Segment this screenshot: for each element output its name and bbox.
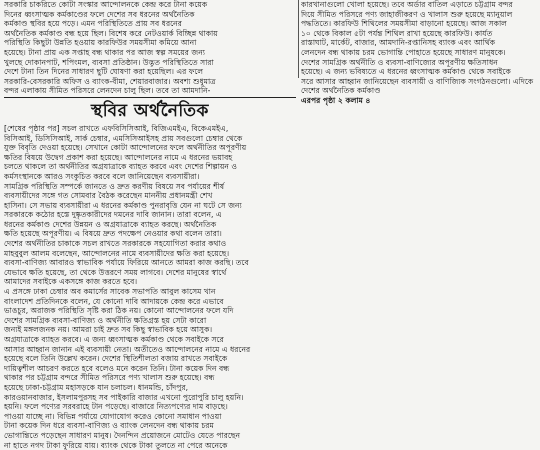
- text-line: ভাঙচুর, অরাজক পরিস্থিতি সৃষ্টি করা ঠিক নয়। কোনো আন্দোলনের ফলে যদি: [4, 306, 234, 316]
- text-line: দিয়ে সীমিত পরিসরে পণ্য জাহাজীকরণ ও খালাস শুরু হয়েছে ম্যানুয়াল: [301, 9, 513, 19]
- column-divider: [298, 0, 299, 78]
- text-line: অগ্রযাত্রাকে ব্যাহত করবে। এ জন্য ধ্বংসাত্মক কর্মকাণ্ড থেকে সবাইকে সরে: [4, 335, 224, 344]
- text-line: অর্থনৈতিক কর্মকাণ্ড বন্ধ হয়ে ছিল। বিশেষ করে নেটওয়ার্ক বিচ্ছিন্ন থাকায়: [4, 28, 218, 38]
- text-line: ব্যবসায়ীদের সঙ্গে গত সোমবার বৈঠক করেছেন মাননীয় প্রধানমন্ত্রী শেখ: [4, 191, 213, 201]
- text-line: পরিস্থিতি কিছুটা উন্নতি হওয়ায় কারফিউর সময়সীমা কমিয়ে আনা: [4, 38, 197, 48]
- text-line: খুলছে দোকানপাট, শপিংমল, ব্যবসা প্রতিষ্ঠান। উদ্ভূত পরিস্থিতিতে সারা: [4, 57, 214, 67]
- text-line: দিনের ধ্বংসাত্মক কর্মকাণ্ডের ফলে দেশের সব ধরনের অর্থনৈতিক: [4, 9, 195, 19]
- section-rule: [4, 97, 296, 98]
- right-column-article: [301, 0, 537, 96]
- text-line: ১০ থেকে বিকাল ৫টা পর্যন্ত শিথিল রাখা হয়েছে কারফিউ। কার্যত: [301, 28, 493, 38]
- text-line: এ প্রসঙ্গে ঢাকা চেম্বার অব কমার্সের সাবেক সভাপতি আবুল কাসেম খান: [4, 287, 216, 297]
- text-line: সরকারকে কঠোর হস্তে দুষ্কৃতকারীদের দমনের দাবি জানান। তারা বলেন, এ: [4, 210, 222, 220]
- article-headline: স্থবির অর্থনৈতিক: [91, 100, 209, 121]
- text-line: ক্ষতির বিষয়ে উদ্বেগ প্রকাশ করা হয়েছে। আন্দোলনের নামে এ ধরনের ভয়াবহ: [4, 152, 233, 162]
- text-line: ভোগান্তিতে পড়েছেন সাধারণ মানুষ। দৈনন্দিন প্রয়োজনে মোটেও যেতে পারছেন: [4, 430, 241, 440]
- text-line: যেভাবে ক্ষতি হয়েছে, তা থেকে উত্তরণে সময় লাগবে। দেশের মানুষের স্বার্থে: [4, 267, 227, 277]
- text-line: ধরনের কর্মকাণ্ড দেশের উন্নয়ন ও অগ্রযাত্রাকে ব্যাহত করছে। অর্থনৈতিক: [4, 219, 217, 229]
- text-line: হয়েছে। টানা প্রায় এক সপ্তাহ বন্ধ থাকার পর আজ স্বল্প সময়ের জন্য: [4, 47, 205, 57]
- text-line: বাংলাদেশ প্রতিদিনকে বলেন, যে কোনো দাবি আদায়কে কেন্দ্র করে এভাবে: [4, 296, 224, 306]
- text-line: আমাদের সবাইকে একসঙ্গে কাজ করতে হবে।: [4, 277, 138, 287]
- text-line: কর্মকাণ্ড স্থবির হয়ে পড়ে। এমন পরিস্থিতিতে প্রায় সব ধরনের: [4, 19, 182, 29]
- continued-article-body: [4, 124, 296, 450]
- right-column: [301, 0, 537, 106]
- text-line: যুক্ত বিবৃতি দেওয়া হয়েছে। সেখানে কোটা আন্দোলনের ফলে অর্থনীতির অপূরণীয়: [4, 143, 247, 153]
- text-line: থাকার পর চট্টগ্রাম বন্দরে সীমিত পরিসরে পণ্য খালাস শুরু হয়েছে। বন্ধ: [4, 373, 215, 383]
- text-line: রাস্তাঘাট, মার্কেট, বাজার, আমদানি-রপ্তানিসহ ব্যাংক এবং আর্থিক: [301, 38, 496, 48]
- text-line: ক্ষতি হয়েছে অপূরণীয়। এ বিষয়ে দ্রুত পদক্ষেপ নেওয়ার কথা বলেন তারা।: [4, 229, 222, 239]
- text-line: দেশের সামগ্রিক ব্যবসা-বাণিজ্য ও অর্থনীতি ক্ষতিগ্রস্ত হয় সেটা কারো: [4, 315, 207, 325]
- left-column: [4, 0, 296, 450]
- text-line: দেশে টানা তিন দিনের সাধারণ ছুটি ঘোষণা করা হয়েছিল। এর ফলে: [4, 67, 204, 77]
- text-line: আসার আহ্বান জানান এই ব্যবসায়ী নেতা। অতীতেও আন্দোলনের নামে এ ধরনের: [4, 344, 251, 354]
- text-line: সরকারি-বেসরকারি অফিস ও ব্যাংক-বীমা, শেয়ারবাজার। অবশ্য শুধুমাত্র: [4, 76, 216, 86]
- front-page-article-tail: [4, 0, 296, 96]
- text-line: হয়েছে বলে তিনি উল্লেখ করেন। দেশের স্থিতিশীলতা বজায় রাখতে সবাইকে: [4, 354, 228, 364]
- text-line: সরে আসার আহ্বান জানিয়েছেন ব্যবসায়ী ও বাণিজ্যিক সংগঠনগুলো। এদিকে: [301, 76, 534, 86]
- text-line: পাওয়া যাচ্ছে না। বিভিন্ন পর্যায়ে যোগাযোগ করেও কোনো সমাধান পাওয়া: [4, 411, 222, 421]
- text-line: মাহবুবুল আলম বলেছেন, আন্দোলনের নামে ব্যবসায়ীদের ক্ষতি করা হয়েছে।: [4, 248, 230, 258]
- text-line: হয়েছে। এ জন্য ভবিষ্যতে এ ধরনের ধ্বংসাত্মক কর্মকাণ্ড থেকে সবাইকে: [301, 67, 511, 77]
- text-line: হাসিনা। সে সভায় ব্যবসায়ীরা এ ধরনের কর্মকাণ্ড পুনরাবৃত্তি যেন না ঘটে সে জন্য: [4, 200, 242, 210]
- text-line: দেশের অর্থনৈতিক কর্মকাণ্ড: [301, 86, 381, 96]
- text-line: বন্দর এলাকায় সীমিত পরিসরে লেনদেন চালু ছিল। তবে তা আমদানি-: [4, 86, 211, 96]
- jump-line: এরপর পৃষ্ঠা ২ কলাম ৪: [301, 95, 371, 105]
- text-line: পদ্ধতিতে। কারফিউ শিথিলের সময়সীমা বাড়ানো হয়েছে। আজ সকাল: [301, 19, 507, 29]
- text-line: জন্যই মঙ্গলজনক নয়। আমরা চাই দ্রুত সব কিছু স্বাভাবিক হয়ে আসুক।: [4, 325, 213, 335]
- text-line: টানা কয়েক দিন ধরে ব্যবসা-বাণিজ্য ও ব্যাংক লেনদেন বন্ধ থাকায় চরম: [4, 421, 214, 431]
- text-line: কারখানাগুলো খোলা হয়েছে। তবে অর্ডার বাতিল এড়াতে চট্টগ্রাম বন্দর: [301, 0, 513, 9]
- text-line: না হাতে নগদ টাকা ফুরিয়ে যায়। ব্যাংক থেকে টাকা তুলতে না পেরে অনেকে: [4, 440, 228, 450]
- text-line: লেনদেন বন্ধ থাকায় চরম ভোগান্তি পোহাতে হয়েছে সাধারণ মানুষকে।: [301, 47, 506, 57]
- text-line: ব্যবসা-বাণিজ্য আবারও স্বাভাবিক পর্যায়ে ফিরিয়ে আনতে আমরা কাজ করছি। তবে: [4, 258, 249, 268]
- text-line: কর্মসংস্থানকে আরও সংকুচিত করবে বলে জানিয়েছেন ব্যবসায়ীরা।: [4, 171, 200, 181]
- text-line: [শেষের পৃষ্ঠার পর] সচল রাখতে এফবিসিসিআই, বিজিএমইএ, বিকেএমইএ,: [4, 123, 229, 133]
- text-line: কারওয়ানবাজার, ইসলামপুরসহ সব পাইকারি বাজার এখনো পুরোপুরি চালু হয়নি।: [4, 392, 244, 402]
- text-line: দেশের অর্থনীতির চাকাকে সচল রাখতে সরকারকে সহযোগিতা করার কথাও: [4, 239, 227, 249]
- text-line: চলতে থাকলে তা অর্থনীতির অগ্রযাত্রাকে ব্যাহত করবে এবং দেশের শিল্পায়ন ও: [4, 162, 237, 172]
- text-line: সামগ্রিক পরিস্থিতি সম্পর্কে জানতে ও দ্রুত করণীয় বিষয়ে সব পর্যায়ের শীর্ষ: [4, 181, 225, 191]
- text-line: দায়িত্বশীল আচরণ করতে হবে বলেও মনে করেন তিনি। টানা কয়েক দিন বন্ধ: [4, 363, 230, 373]
- text-line: দেশের সামগ্রিক অর্থনীতি ও ব্যবসা-বাণিজ্যের অপূরণীয় ক্ষতিসাধন: [301, 57, 498, 67]
- text-line: হয়নি। ফলে পণ্যের সরবরাহে টান পড়েছে। বাজারে নিত্যপণ্যের দাম বাড়ছে।: [4, 402, 228, 412]
- text-line: হয়েছে ঢাকা-চট্টগ্রাম মহাসড়কে যান চলাচল। ধানমন্ডি, চাঁদপুর,: [4, 382, 189, 392]
- text-line: সরকারি চাকরিতে কোটা সংস্কার আন্দোলনকে কেন্দ্র করে টানা কয়েক: [4, 0, 208, 9]
- text-line: বিসিআই, ডিসিসিআই, সার্ক চেম্বার, এমসিসিআইসহ প্রায় সবগুলো চেম্বার থেকে: [4, 133, 243, 143]
